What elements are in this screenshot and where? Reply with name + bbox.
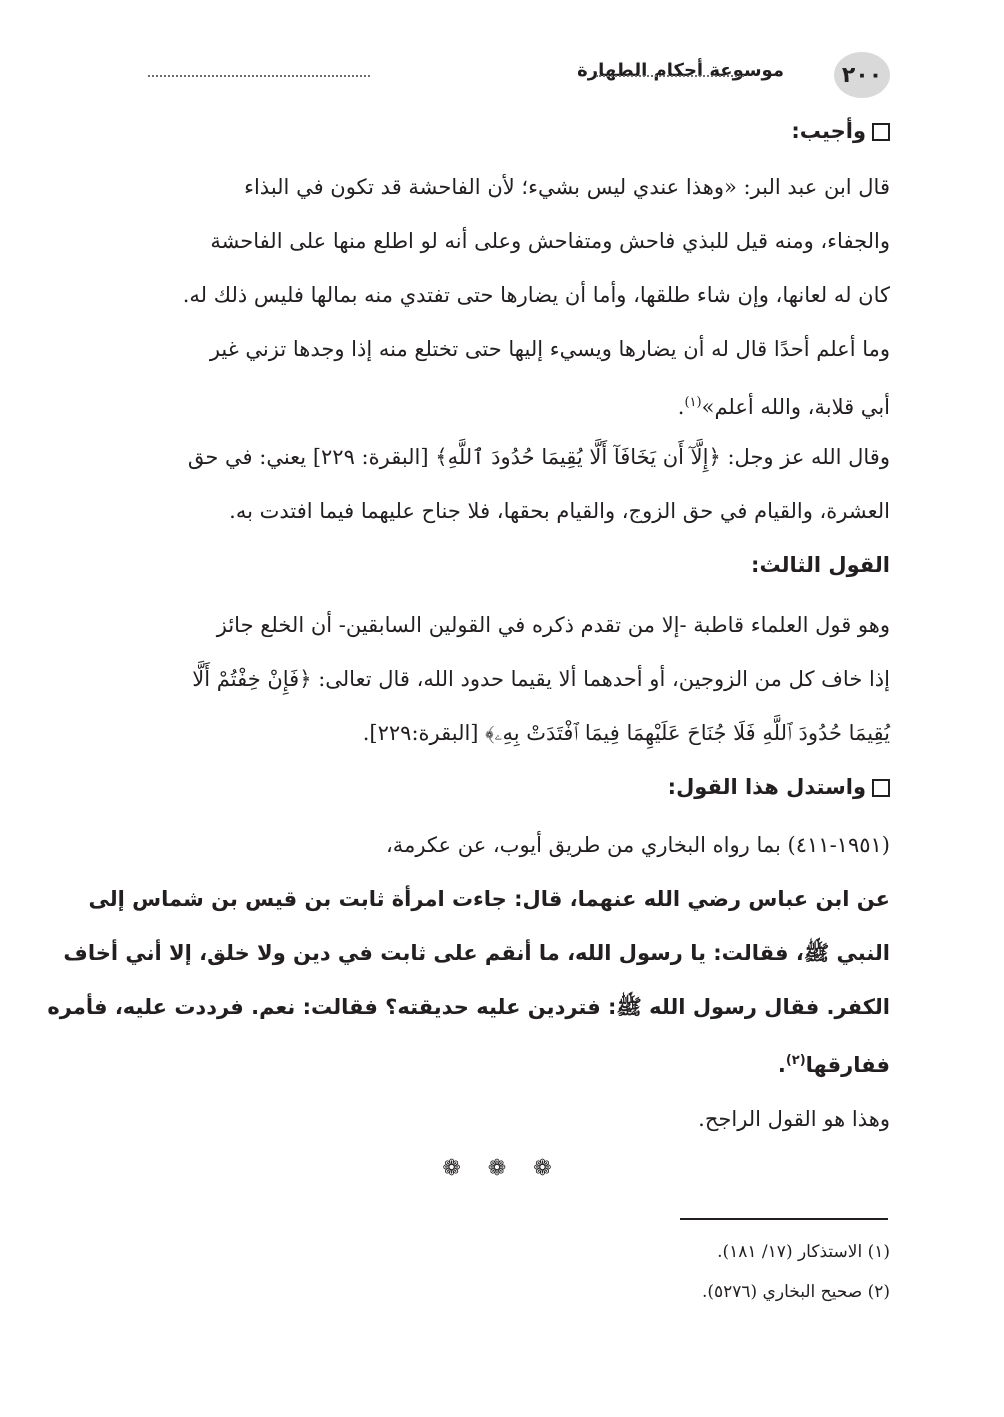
paragraph-line: والجفاء، ومنه قيل للبذي فاحش ومتفاحش وعلى أنه لو اطلع منها على الفاحشة [210,229,890,253]
header-title: موسوعة أحكام الطهارة [577,60,784,81]
hadith-line: النبي ﷺ، فقالت: يا رسول الله، ما أنقم على ثابت في دين ولا خلق، إلا أني أخاف [63,941,890,965]
heading-text: واستدل هذا القول: [667,775,866,799]
hadith-line: عن ابن عباس رضي الله عنهما، قال: جاءت امرأة ثابت بن قيس بن شماس إلى [88,887,890,911]
hadith-line [778,1046,890,1080]
section-heading-third-opinion: القول الثالث: [751,553,890,577]
paragraph-line: قال ابن عبد البر: «وهذا عندي ليس بشيء؛ لأن الفاحشة قد تكون في البذاء [244,175,890,199]
paragraph-line [678,388,890,422]
paragraph-line: وما أعلم أحدًا قال له أن يضارها ويسيء إليها حتى تختلع منه إذا وجدها تزني غير [209,337,890,361]
hadith-line: الكفر. فقال رسول الله ﷺ: فتردين عليه حديقته؟ فقالت: نعم. فرددت عليه، فأمره [47,995,890,1019]
section-heading-evidence [668,772,890,802]
page-number: ٢٠٠ [834,52,890,98]
footnote-ref: (١) [684,395,702,410]
section-heading-answer [791,116,890,146]
paragraph-line: كان له لعانها، وإن شاء طلقها، وأما أن يضارها حتى تفتدي منه بمالها فليس ذلك له. [182,283,890,307]
paragraph-line: يُقِيمَا حُدُودَ ٱللَّهِ فَلَا جُنَاحَ عَلَيْهِمَا فِيمَا ٱفْتَدَتْ بِهِۦ﴾ [البقرة:٢٢٩]. [362,721,890,745]
checkbox-square-icon [872,123,890,141]
header-dotted-rule-left [148,75,370,77]
running-header [148,52,890,98]
paragraph-line: إذا خاف كل من الزوجين، أو أحدهما ألا يقيما حدود الله، قال تعالى: ﴿فَإِنْ خِفْتُمْ أَلَّا [192,667,890,691]
paragraph-line: وهو قول العلماء قاطبة -إلا من تقدم ذكره في القولين السابقين- أن الخلع جائز [216,613,890,637]
footnote: (١) الاستذكار (١٧/ ١٨١). [717,1242,890,1262]
line-text: ففارقها [805,1053,890,1077]
footnote-separator [680,1218,888,1220]
heading-text: وأجيب: [791,119,866,143]
line-end: . [677,395,685,419]
footnote: (٢) صحيح البخاري (٥٢٧٦). [701,1282,890,1302]
header-dotted-rule-right [596,75,744,77]
paragraph-line: العشرة، والقيام في حق الزوج، والقيام بحقها، فلا جناح عليهما فيما افتدت به. [229,499,890,523]
paragraph-line: وقال الله عز وجل: ﴿إِلَّآ أَن يَخَافَآ أَلَّا يُقِيمَا حُدُودَ ٱللَّهِ﴾ [البقرة: ٢٢٩] يعني: في حق [187,445,890,469]
line-end: . [777,1053,786,1077]
footnote-ref: (٢) [785,1053,806,1068]
paragraph-line: وهذا هو القول الراجح. [698,1107,890,1131]
section-divider-ornament: ❁ ❁ ❁ [442,1156,562,1181]
checkbox-square-icon [872,779,890,797]
paragraph-line: (١٩٥١-٤١١) بما رواه البخاري من طريق أيوب، عن عكرمة، [386,833,890,857]
line-text: أبي قلابة، والله أعلم» [701,395,890,419]
